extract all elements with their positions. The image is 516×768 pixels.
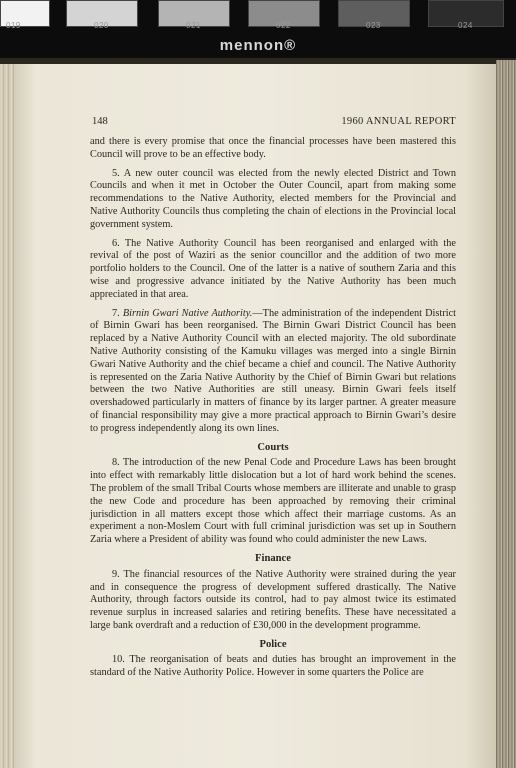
paragraph-8: 8. The introduction of the new Penal Code and Procedure Laws has been brought into effect with remarkably little dislocation but a lot of hard work behind the scenes. The problem of the small Tribal Courts whose members are illiterate and unable to grasp the new Code and procedure has been approached by removing their criminal jurisdiction in all matters except those which affect their marriage customs. As an experiment a non-Moslem Court with full criminal jurisdiction was set up in Southern Zaria where a President of ability was found who could administer the new Laws.: [90, 457, 456, 546]
paragraph-10: 10. The reorganisation of beats and duties has brought an improvement in the standard of the Native Authority Police. However in some quarters the Police are: [90, 654, 456, 679]
calibration-number: 022: [276, 21, 291, 30]
color-calibration-strip: [0, 0, 516, 58]
paragraph-9: 9. The financial resources of the Native Authority were strained during the year and in consequence the progress of development suffered drastically. The Native Authority, through factors outside its control, had to pay almost twice its estimated revenue surplus in increased salaries and retiring benefits. These have necessitated a large bank overdraft and a reduction of £30,000 in the development programme.: [90, 568, 456, 631]
page-stack-right: [496, 60, 516, 768]
paragraph-7-subject: Birnin Gwari Native Authority.: [122, 307, 253, 319]
paragraph-7-number: 7.: [112, 307, 123, 319]
paragraph-7: [90, 308, 456, 436]
paragraph-6: 6. The Native Authority Council has been reorganised and enlarged with the revival of the post of Waziri as the senior councillor and the addition of two more portfolio holders to the Council. One of the latter is a native of southern Zaria and this wise and progressive advance initiated by the Native Authority has been much appreciated in that area.: [90, 237, 456, 300]
page-header: [92, 116, 456, 130]
heading-courts: Courts: [257, 441, 289, 453]
page-number: 148: [92, 116, 108, 127]
paragraph-continuation: and there is every promise that once the financial processes have been mastered this Council will prove to be an effective body.: [90, 136, 456, 160]
calibration-number: 021: [186, 21, 201, 30]
calibration-number: 019: [6, 21, 21, 30]
brand-logo: mennon®: [219, 37, 297, 54]
calibration-number: 020: [94, 21, 109, 30]
paragraph-7-text: —The administration of the independent District of Birnin Gwari has been reorganised. The Birnin Gwari District Council has been replaced by a Native Authority Council with an elected majority. The old subordinate Native Authority consisting of the Kamuku villages was merged into a single Birnin Gwari Native Authority and the chief became a chief and council. The Native Authority is represented on the Zaria Native Authority by the Chief of Birnin Gwari but relations between the two Native Authorities are still uneasy. Birnin Gwari feels itself overshadowed particularly in matters of finance by its larger partner. A greater measure of financial responsibility may give a more practical approach to Birnin Gwari’s desire to progress independently along its own lines.: [90, 307, 457, 434]
heading-finance: Finance: [255, 552, 291, 564]
heading-police: Police: [259, 638, 287, 650]
page-body: [90, 136, 456, 686]
running-title: 1960 ANNUAL REPORT: [341, 116, 456, 127]
calibration-number: 023: [366, 21, 381, 30]
paragraph-5: 5. A new outer council was elected from the newly elected District and Town Councils and when it met in October the Outer Council, apart from making some recommendations to the Native Authority, elected members for the Provincial and Native Authority Councils thus completing the chain of elections in the Provincial local government system.: [90, 167, 456, 230]
calibration-number: 024: [458, 21, 473, 30]
